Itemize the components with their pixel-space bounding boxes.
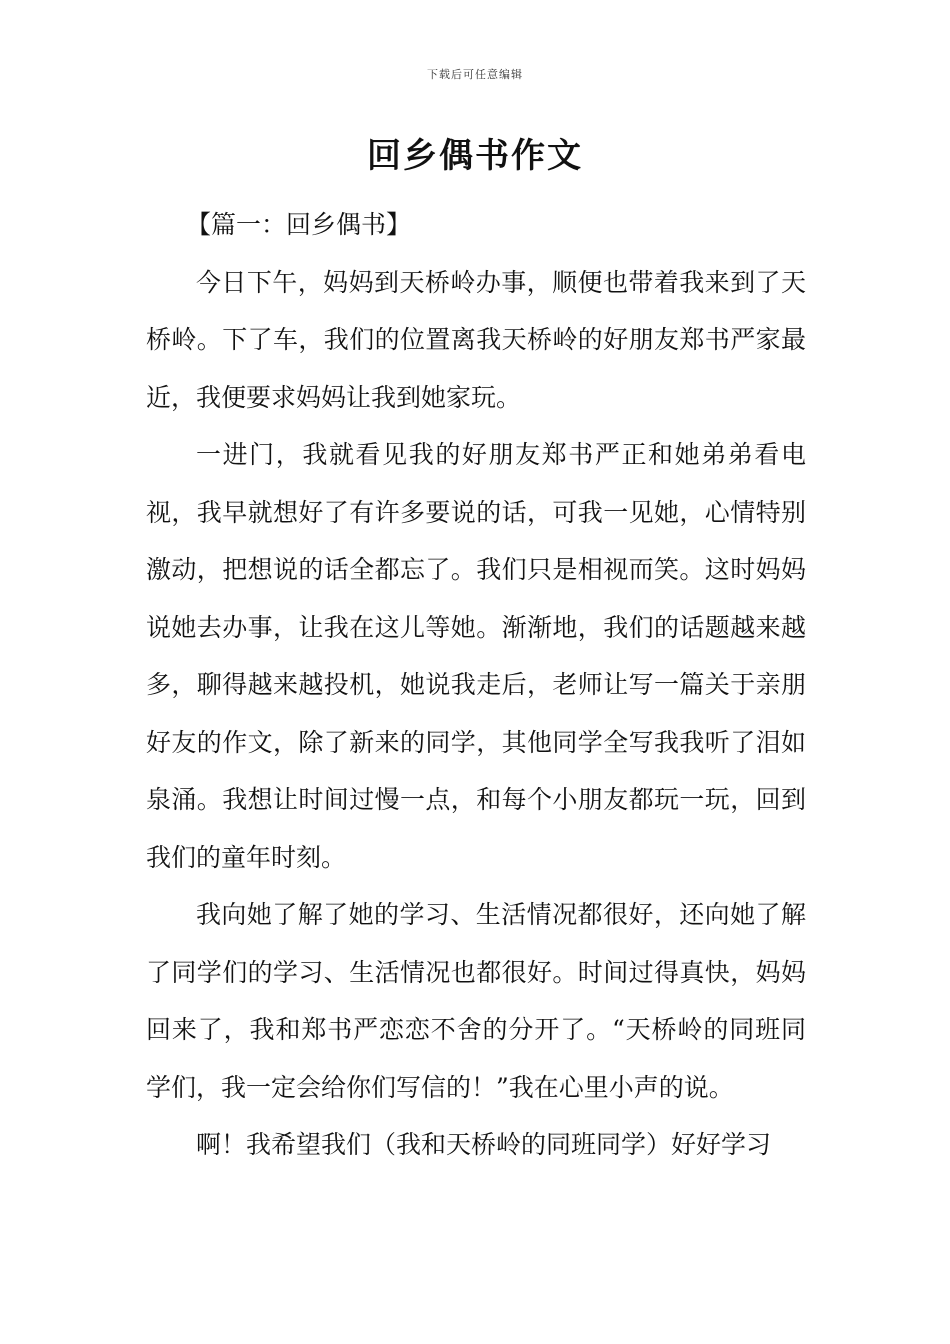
document-title: 回乡偶书作文 bbox=[367, 136, 583, 176]
paragraph-4: 啊！我希望我们（我和天桥岭的同班同学）好好学习 bbox=[196, 1130, 772, 1159]
paragraph-1: 今日下午，妈妈到天桥岭办事，顺便也带着我来到了天桥岭。下了车，我们的位置离我天桥岭的好朋友郑书严家最近，我便要求妈妈让我到她家玩。 bbox=[146, 267, 806, 412]
document-body bbox=[146, 196, 806, 1174]
paragraph-3: 我向她了解了她的学习、生活情况都很好，还向她了解了同学们的学习、生活情况也都很好。时间过得真快，妈妈回来了，我和郑书严恋恋不舍的分开了。“天桥岭的同班同学们，我一定会给你们写信的！”我在心里小声的说。 bbox=[146, 900, 806, 1102]
paragraph-2: 一进门，我就看见我的好朋友郑书严正和她弟弟看电视，我早就想好了有许多要说的话，可我一见她，心情特别激动，把想说的话全都忘了。我们只是相视而笑。这时妈妈说她去办事，让我在这儿等她。渐渐地，我们的话题越来越多，聊得越来越投机，她说我走后，老师让写一篇关于亲朋好友的作文，除了新来的同学，其他同学全写我我听了泪如泉涌。我想让时间过慢一点，和每个小朋友都玩一玩，回到我们的童年时刻。 bbox=[146, 440, 806, 872]
section-heading: 【篇一：回乡偶书】 bbox=[186, 210, 412, 239]
header-note: 下载后可任意编辑 bbox=[427, 68, 523, 81]
